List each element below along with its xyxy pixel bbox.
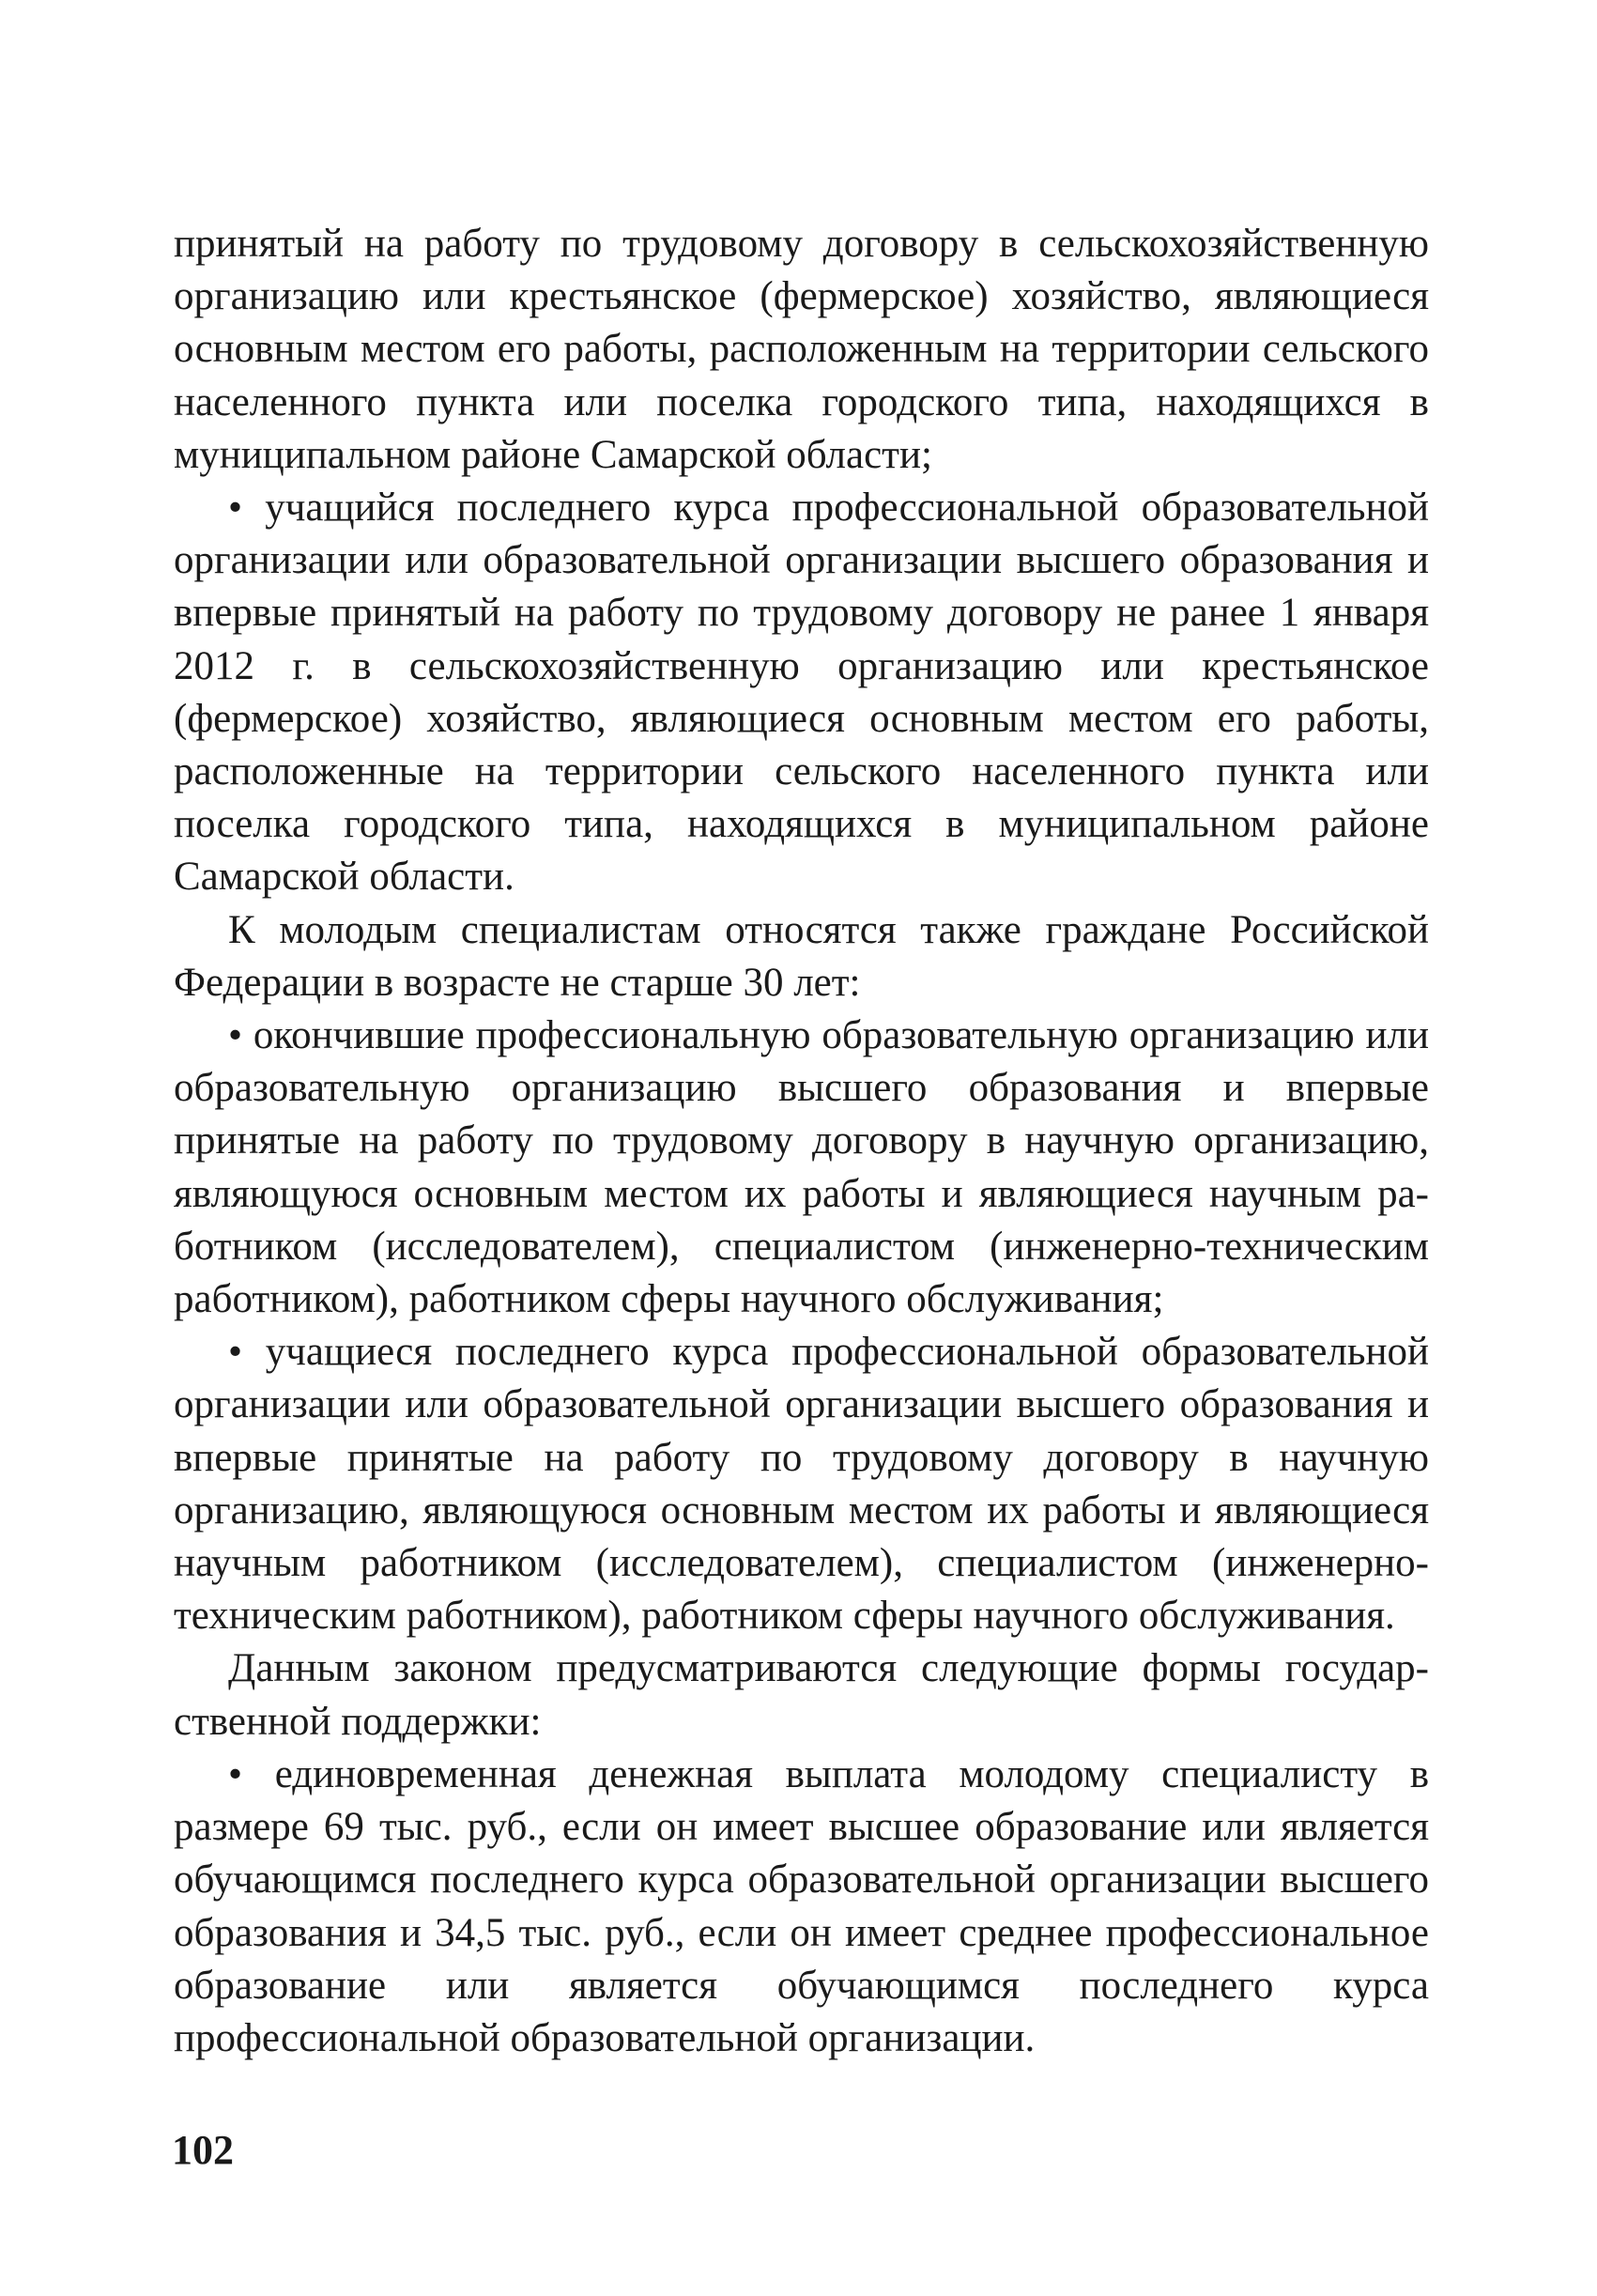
bullet-item-students-science: • учащиеся последнего курса профессиональной образовательной организации или образовательной организации высшего образования и впервые принятые на работу по трудовому договору в научную организацию, являющуюся основным местом их работы и являющиеся научным работником (исследователем), специалистом (инженерно-техническим работником), работником сферы научного обслуживания. (174, 1330, 1429, 1639)
bullet-item-graduates-science: • окончившие профессиональную образовательную организацию или образовательную организацию высшего образования и впервые принятые на работу по трудовому договору в научную организацию, являющуюся основным местом их работы и являющиеся научным работником (исследователем), специалистом (инженерно-техническим работником), работником сферы научного обслуживания; (174, 1013, 1429, 1322)
bullet-item-lump-sum-payment: • единовременная денежная выплата молодому специалисту в размере 69 тыс. руб., если он имеет высшее образование или является обучающимся последнего курса образовательной организации высшего образования и 34,5 тыс. руб., если он имеет среднее профессиональное образование или является обучающимся последнего курса профессиональной образовательной организации. (174, 1751, 1429, 2060)
paragraph-young-specialists: К молодым специалистам относятся также граждане Российской Федерации в возрасте не старше 30 лет: (174, 907, 1429, 1005)
page-body (174, 218, 1429, 2065)
paragraph-continued: принятый на работу по трудовому договору в сельскохозяйственную организацию или крестьянское (фермерское) хозяйство, являющиеся основным местом его работы, расположенным на территории сельского населенного пункта или поселка городского типа, находящихся в муниципальном районе Самарской области; (174, 222, 1429, 477)
paragraph-support-forms: Данным законом предусматриваются следующие формы государственной поддержки: (174, 1646, 1429, 1744)
bullet-item-student-agricultural: • учащийся последнего курса профессиональной образовательной организации или образовательной организации высшего образования и впервые принятый на работу по трудовому договору не ранее 1 января 2012 г. в сельскохозяйственную организацию или крестьянское (фермерское) хозяйство, являющиеся основным местом его работы, расположенные на территории сельского населенного пункта или поселка городского типа, находящихся в муниципальном районе Самарской области. (174, 485, 1429, 900)
page-number: 102 (172, 2127, 234, 2173)
